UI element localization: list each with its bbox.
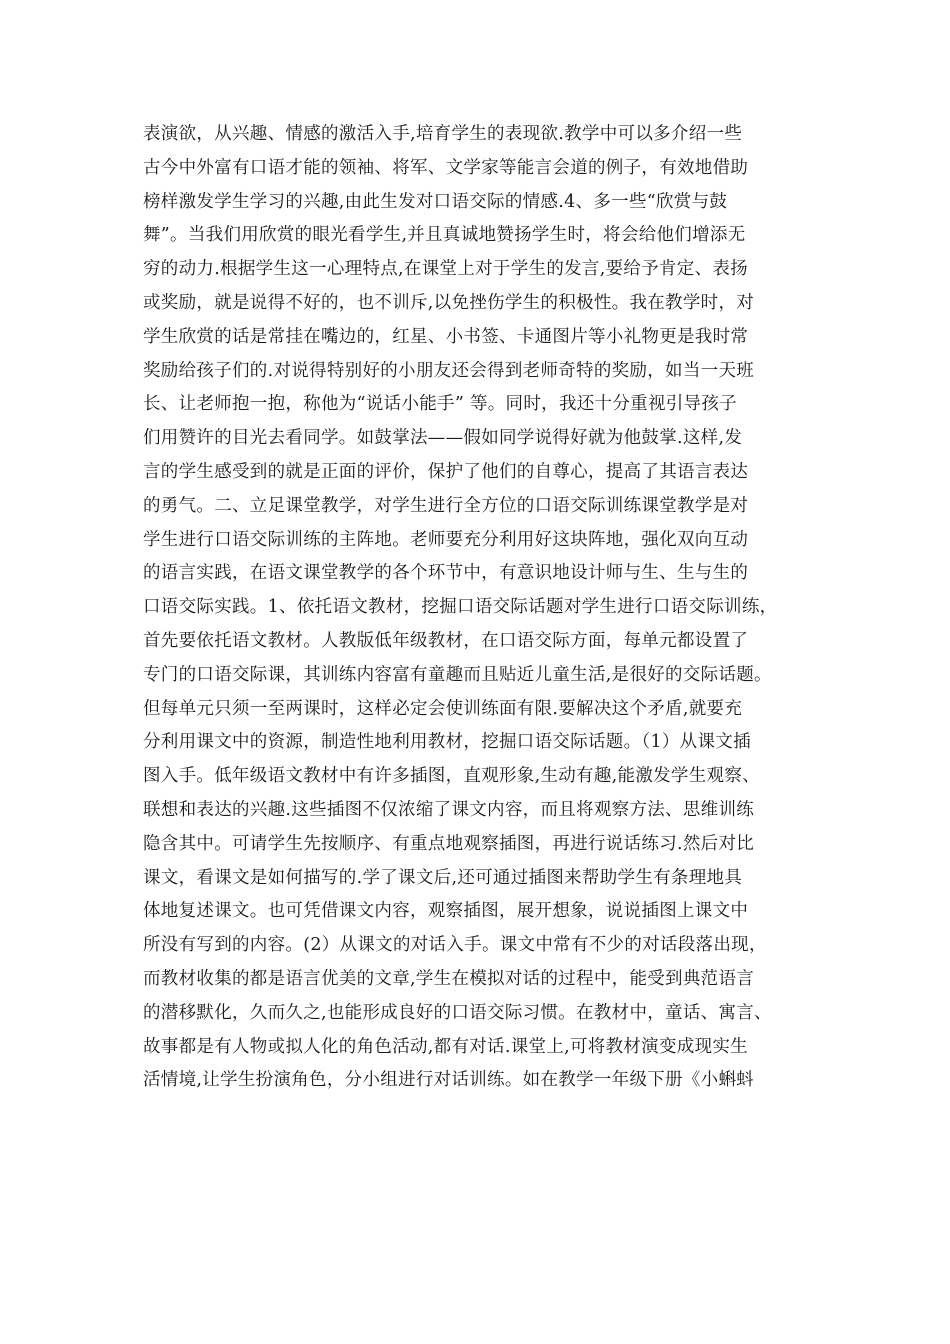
- text-line: 古今中外富有口语才能的领袖、将军、文学家等能言会道的例子，有效地借助: [143, 157, 749, 178]
- text-line: 课文，看课文是如何描写的.学了课文后,还可通过插图来帮助学生有条理地具: [143, 867, 743, 888]
- text-line: 首先要依托语文教材。人教版低年级教材，在口语交际方面，每单元都设置了: [143, 630, 749, 651]
- text-line: 长、让老师抱一抱，称他为“说话小能手” 等。同时，我还十分重视引导孩子: [143, 394, 737, 415]
- text-line: 言的学生感受到的就是正面的评价，保护了他们的自尊心，提高了其语言表达: [143, 461, 749, 482]
- text-line: 联想和表达的兴趣.这些插图不仅浓缩了课文内容，而且将观察方法、思维训练: [143, 799, 755, 820]
- text-line: 奖励给孩子们的.对说得特别好的小朋友还会得到老师奇特的奖励，如当一天班: [143, 360, 755, 381]
- text-line: 而教材收集的都是语言优美的文章,学生在模拟对话的过程中，能受到典范语言: [143, 968, 755, 989]
- text-line: 的潜移默化，久而久之,也能形成良好的口语交际习惯。在教材中，童话、寓言、: [143, 1002, 772, 1023]
- text-line: 榜样激发学生学习的兴趣,由此生发对口语交际的情感.4、多一些“欣赏与鼓: [143, 191, 728, 212]
- text-line: 学生欣赏的话是常挂在嘴边的，红星、小书签、卡通图片等小礼物更是我时常: [143, 326, 749, 347]
- text-line: 专门的口语交际课，其训练内容富有童趣而且贴近儿童生活,是很好的交际话题。: [143, 664, 772, 685]
- text-line: 活情境,让学生扮演角色，分小组进行对话训练。如在教学一年级下册《小蝌蚪: [143, 1070, 755, 1091]
- text-line: 的勇气。二、立足课堂教学，对学生进行全方位的口语交际训练课堂教学是对: [143, 495, 749, 516]
- text-line: 表演欲，从兴趣、情感的激活入手,培育学生的表现欲.教学中可以多介绍一些: [143, 124, 743, 144]
- text-line: 体地复述课文。也可凭借课文内容，观察插图，展开想象，说说插图上课文中: [143, 901, 749, 922]
- text-line: 故事都是有人物或拟人化的角色活动,都有对话.课堂上,可将教材演变成现实生: [143, 1036, 748, 1057]
- text-line: 但每单元只须一至两课时，这样必定会使训练面有限.要解决这个矛盾,就要充: [143, 698, 743, 719]
- text-line: 口语交际实践。1、依托语文教材，挖掘口语交际话题对学生进行口语交际训练，: [143, 597, 778, 618]
- text-line: 所没有写到的内容。(2）从课文的对话入手。课文中常有不少的对话段落出现，: [143, 935, 767, 956]
- body-text: [143, 118, 807, 1098]
- text-line: 或奖励，就是说得不好的，也不训斥,以免挫伤学生的积极性。我在教学时，对: [143, 292, 755, 313]
- text-line: 隐含其中。可请学生先按顺序、有重点地观察插图，再进行说话练习.然后对比: [143, 833, 755, 854]
- text-line: 学生进行口语交际训练的主阵地。老师要充分利用好这块阵地，强化双向互动: [143, 529, 749, 550]
- text-line: 图入手。低年级语文教材中有许多插图，直观形象,生动有趣,能激发学生观察、: [143, 766, 760, 787]
- text-line: 分利用课文中的资源，制造性地利用教材，挖掘口语交际话题。（1）从课文插: [143, 732, 751, 753]
- text-line: 的语言实践，在语文课堂教学的各个环节中，有意识地设计师与生、生与生的: [143, 563, 749, 584]
- text-line: 穷的动力.根据学生这一心理特点,在课堂上对于学生的发言,要给予肯定、表扬: [143, 259, 748, 280]
- text-line: 们用赞许的目光去看同学。如鼓掌法——假如同学说得好就为他鼓掌.这样,发: [143, 428, 743, 449]
- text-line: 舞”。当我们用欣赏的眼光看学生,并且真诚地赞扬学生时，将会给他们增添无: [143, 225, 746, 246]
